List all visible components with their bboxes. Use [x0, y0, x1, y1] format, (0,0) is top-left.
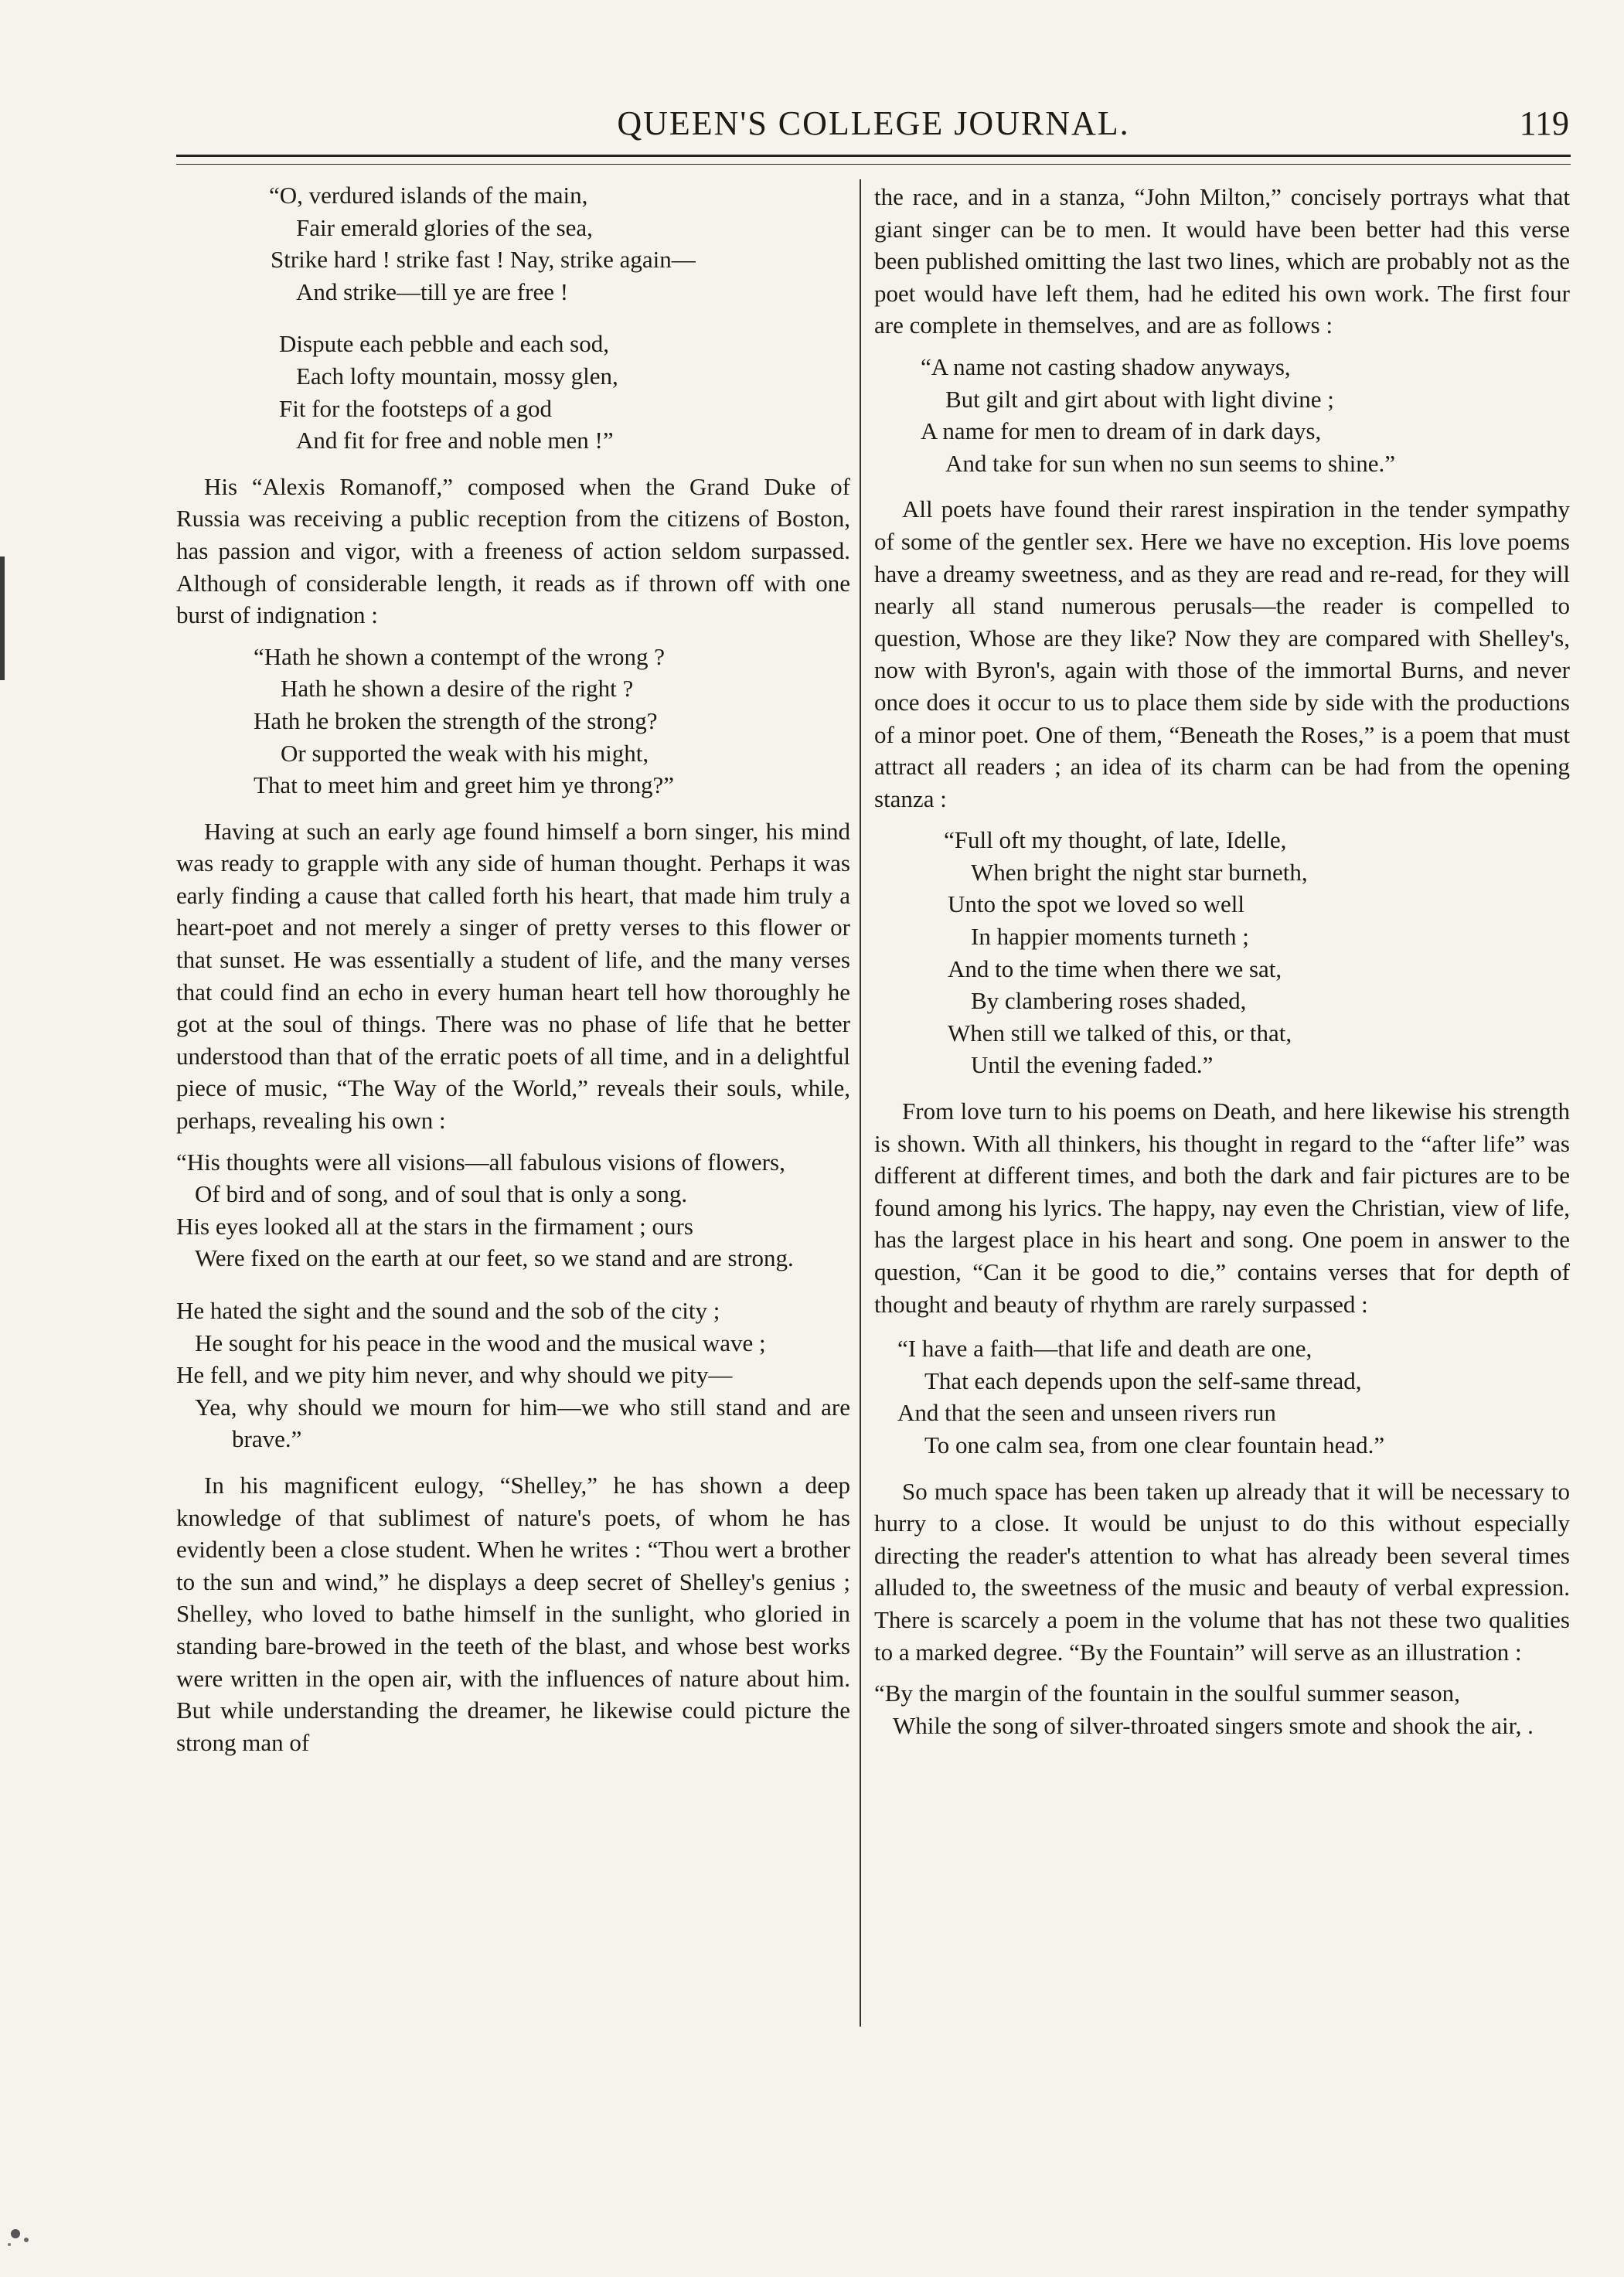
poem-stanza [176, 179, 850, 457]
poem-line: “I have a faith—that life and death are one, [897, 1335, 1312, 1363]
poem-line: Yea, why should we mourn for him—we who still stand and are brave.” [195, 1393, 850, 1453]
poem-line: In happier moments turneth ; [971, 923, 1249, 951]
body-paragraph: His “Alexis Romanoff,” composed when the Grand Duke of Russia was receiving a public reception from the citizens of Boston, has passion and vigor, with a freeness of action seldom surpassed. Although of considerable length, it reads as if thrown off with one burst of indignation : [176, 472, 850, 629]
poem-line: “Full oft my thought, of late, Idelle, [944, 826, 1287, 854]
body-paragraph: Having at such an early age found himself a born singer, his mind was ready to grapple with any side of human thought. Perhaps it was early finding a cause that called forth his heart, that made him truly a heart-poet and not merely a singer of pretty verses to this flower or that sunset. He was essentially a student of life, and the many verses that could find an echo in every human heart tell how thoroughly he got at the soul of things. There was no phase of life that he better understood than that of the erratic poets of all time, and in a delightful piece of music, “The Way of the World,” reveals their souls, while, perhaps, revealing his own : [176, 817, 850, 1135]
poem-line: Until the evening faded.” [971, 1051, 1214, 1079]
body-paragraph: So much space has been taken up already that it will be necessary to hurry to a close. It would be unjust to do this without especially directing the reader's attention to what has already been several times alluded to, the sweetness of the music and beauty of verbal expression. There is scarcely a poem in the volume that has not these two qualities to a marked degree. “By the Fountain” will serve as an illustration : [874, 1477, 1570, 1666]
poem-line: A name for men to dream of in dark days, [921, 417, 1322, 445]
poem-line: And fit for free and noble men !” [296, 427, 614, 454]
poem-line: He fell, and we pity him never, and why should we pity— [176, 1361, 733, 1389]
body-paragraph: the race, and in a stanza, “John Milton,” concisely portrays what that giant singer can be to men. It would have been better had this verse been published omitting the last two lines, which are probably not as the poet would have left them, had he edited his own work. The first four are complete in themselves, and are as follows : [874, 183, 1570, 339]
poem-line: Were fixed on the earth at our feet, so we stand and are strong. [195, 1244, 794, 1272]
poem-line: Strike hard ! strike fast ! Nay, strike again— [271, 246, 696, 274]
poem-stanza [176, 641, 850, 802]
poem-line: By clambering roses shaded, [971, 987, 1247, 1015]
poem-line: While the song of silver-throated singers smote and shook the air, . [893, 1711, 1534, 1739]
poem-line: “O, verdured islands of the main, [269, 182, 588, 209]
poem-line: And to the time when there we sat, [948, 955, 1282, 982]
header-rule-thick [176, 155, 1571, 157]
poem-line: Or supported the weak with his might, [281, 739, 649, 767]
poem-line: And take for sun when no sun seems to shine.” [945, 449, 1396, 477]
body-paragraph: All poets have found their rarest inspiration in the tender sympathy of some of the gentler sex. Here we have no exception. His love poems have a dreamy sweetness, and as they are read and re-read, for they will nearly all stand numerous perusals—the reader is compelled to question, Whose are they like? Now they are compared with Shelley's, now with Byron's, again with those of the immortal Burns, and never once does it occur to us to place them side by side with the productions of a minor poet. One of them, “Beneath the Roses,” is a poem that must attract all readers ; an idea of its charm can be had from the opening stanza : [874, 495, 1570, 812]
poem-line: His eyes looked all at the stars in the firmament ; ours [176, 1212, 693, 1240]
poem-line: To one calm sea, from one clear fountain head.” [924, 1431, 1385, 1458]
journal-title: QUEEN'S COLLEGE JOURNAL. [617, 104, 1130, 142]
poem-line: Of bird and of song, and of soul that is only a song. [195, 1180, 688, 1208]
poem-line: Fit for the footsteps of a god [279, 394, 553, 422]
poem-line: And that the seen and unseen rivers run [897, 1399, 1276, 1427]
poem-line: “His thoughts were all visions—all fabulous visions of flowers, [176, 1148, 785, 1176]
left-column [176, 179, 850, 1758]
header-rule-thin [176, 164, 1571, 165]
poem-stanza [874, 351, 1570, 479]
poem-line: When bright the night star burneth, [971, 858, 1308, 886]
poem-line: He hated the sight and the sound and the sob of the city ; [176, 1297, 720, 1324]
poem-line: “Hath he shown a contempt of the wrong ? [254, 642, 666, 670]
poem-line: And strike—till ye are free ! [296, 277, 569, 305]
poem-line: He sought for his peace in the wood and the musical wave ; [195, 1329, 766, 1356]
body-paragraph: From love turn to his poems on Death, and here likewise his strength is shown. With all thinkers, his thought in regard to the “after life” was different at different times, and both the dark and fair pictures are to be found among his lyrics. The happy, nay even the Christian, view of life, has the largest place in his heart and song. One poem in answer to the question, “Can it be good to die,” contains verses that for depth of thought and beauty of rhythm are rarely surpassed : [874, 1098, 1570, 1318]
poem-stanza [874, 1677, 1570, 1741]
poem-line: But gilt and girt about with light divine ; [945, 385, 1334, 413]
poem-line: Hath he shown a desire of the right ? [281, 675, 634, 703]
poem-line: Dispute each pebble and each sod, [279, 330, 609, 358]
scan-speck [0, 2211, 46, 2257]
body-paragraph: In his magnificent eulogy, “Shelley,” he has shown a deep knowledge of that sublimest of nature's poets, of whom he has evidently been a close student. When he writes : “Thou wert a brother to the sun and wind,” he displays a deep secret of Shelley's genius ; Shelley, who loved to bathe himself in the sunlight, who gloried in standing bare-browed in the teeth of the blast, and whose best works were written in the open air, with the influences of nature about him. But while understanding the dreamer, he likewise could picture the strong man of [176, 1471, 850, 1756]
poem-line: “By the margin of the fountain in the soulful summer season, [874, 1680, 1460, 1707]
poem-stanza [874, 824, 1570, 1081]
poem-line: Fair emerald glories of the sea, [296, 213, 593, 241]
poem-stanza [176, 1146, 850, 1455]
page-number: 119 [1519, 104, 1569, 142]
poem-line: Unto the spot we loved so well [948, 890, 1245, 918]
poem-line: Each lofty mountain, mossy glen, [296, 362, 618, 390]
poem-line: When still we talked of this, or that, [948, 1019, 1292, 1047]
poem-line: That to meet him and greet him ye throng?” [254, 771, 675, 799]
column-divider [860, 179, 861, 2027]
poem-stanza [874, 1333, 1570, 1461]
right-column [874, 181, 1570, 1755]
poem-line: Hath he broken the strength of the strong? [254, 706, 658, 734]
poem-line: That each depends upon the self-same thread, [924, 1367, 1362, 1394]
page-header [178, 91, 1569, 161]
scan-edge-mark [0, 556, 5, 680]
poem-line: “A name not casting shadow anyways, [921, 352, 1291, 380]
